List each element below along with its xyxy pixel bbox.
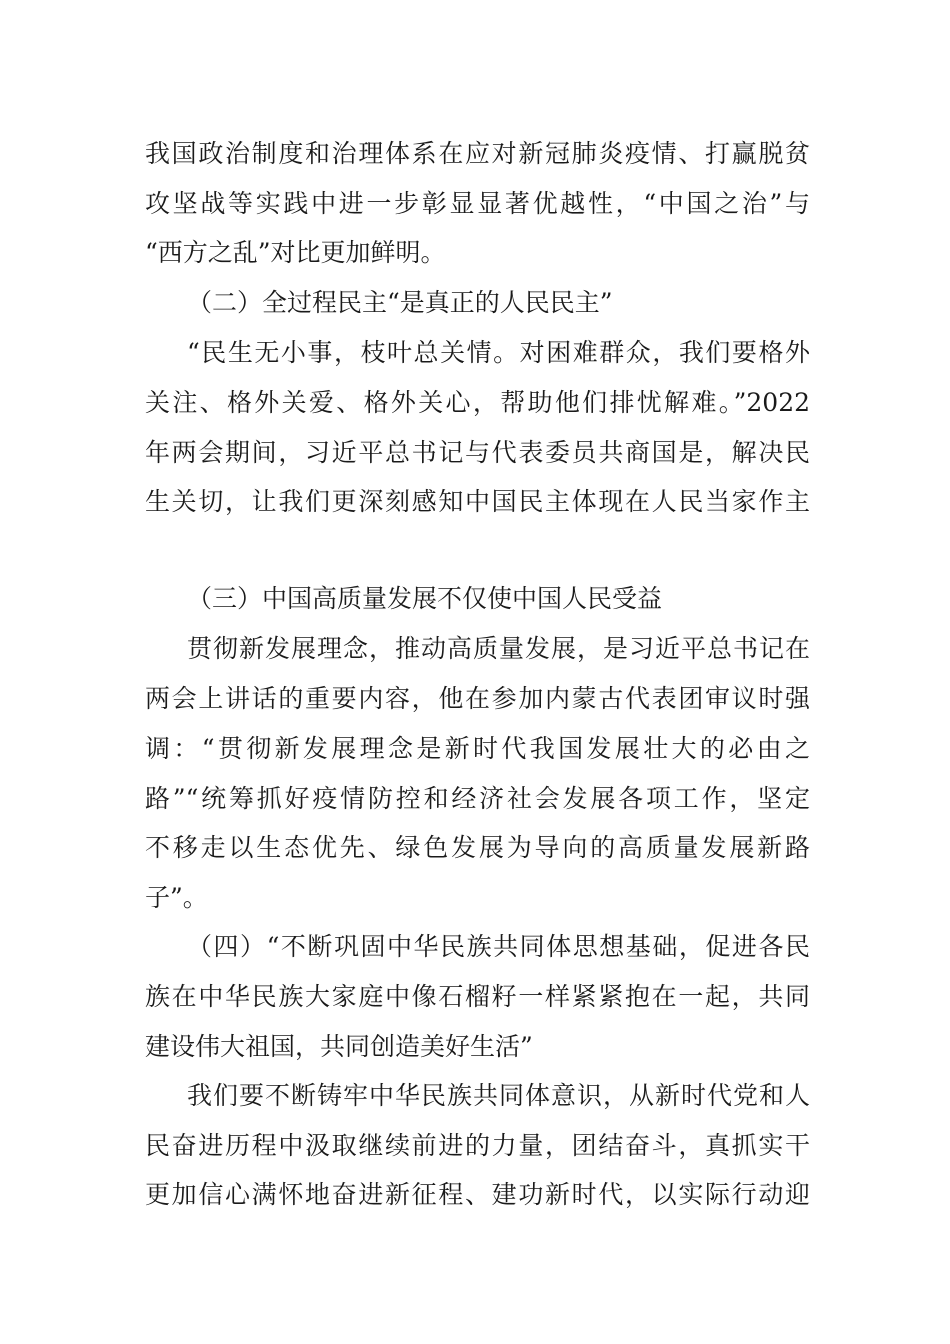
section-heading: （三）中国高质量发展不仅使中国人民受益	[187, 584, 663, 613]
text-line: 两会上讲话的重要内容，他在参加内蒙古代表团审议时强	[145, 684, 810, 713]
section-heading: 族在中华民族大家庭中像石榴籽一样紧紧抱在一起，共同	[145, 982, 810, 1011]
section-heading: （四）“不断巩固中华民族共同体思想基础，促进各民	[187, 932, 810, 961]
text-line: 生关切，让我们更深刻感知中国民主体现在人民当家作主	[145, 487, 810, 516]
section-heading: （二）全过程民主“是真正的人民民主”	[187, 288, 613, 317]
text-line: 子”。	[145, 883, 208, 912]
text-line: 年两会期间，习近平总书记与代表委员共商国是，解决民	[145, 438, 810, 467]
text-line: 我们要不断铸牢中华民族共同体意识，从新时代党和人	[187, 1081, 810, 1110]
text-line: 调：“贯彻新发展理念是新时代我国发展壮大的必由之	[145, 734, 810, 763]
text-line: 我国政治制度和治理体系在应对新冠肺炎疫情、打赢脱贫	[145, 139, 810, 168]
text-line: 更加信心满怀地奋进新征程、建功新时代，以实际行动迎	[145, 1180, 810, 1209]
text-line: 贯彻新发展理念，推动高质量发展，是习近平总书记在	[187, 634, 810, 663]
text-line: 不移走以生态优先、绿色发展为导向的高质量发展新路	[145, 833, 810, 862]
text-line: 民奋进历程中汲取继续前进的力量，团结奋斗，真抓实干	[145, 1131, 810, 1160]
text-line: 攻坚战等实践中进一步彰显显著优越性，“中国之治”与	[145, 189, 810, 218]
section-heading: 建设伟大祖国，共同创造美好生活”	[145, 1032, 533, 1061]
text-line: “民生无小事，枝叶总关情。对困难群众，我们要格外	[187, 338, 810, 367]
text-line: 关注、格外关爱、格外关心，帮助他们排忧解难。”2022	[145, 388, 810, 417]
text-line: “西方之乱”对比更加鲜明。	[145, 238, 446, 267]
text-line: 路”“统筹抓好疫情防控和经济社会发展各项工作，坚定	[145, 784, 810, 813]
